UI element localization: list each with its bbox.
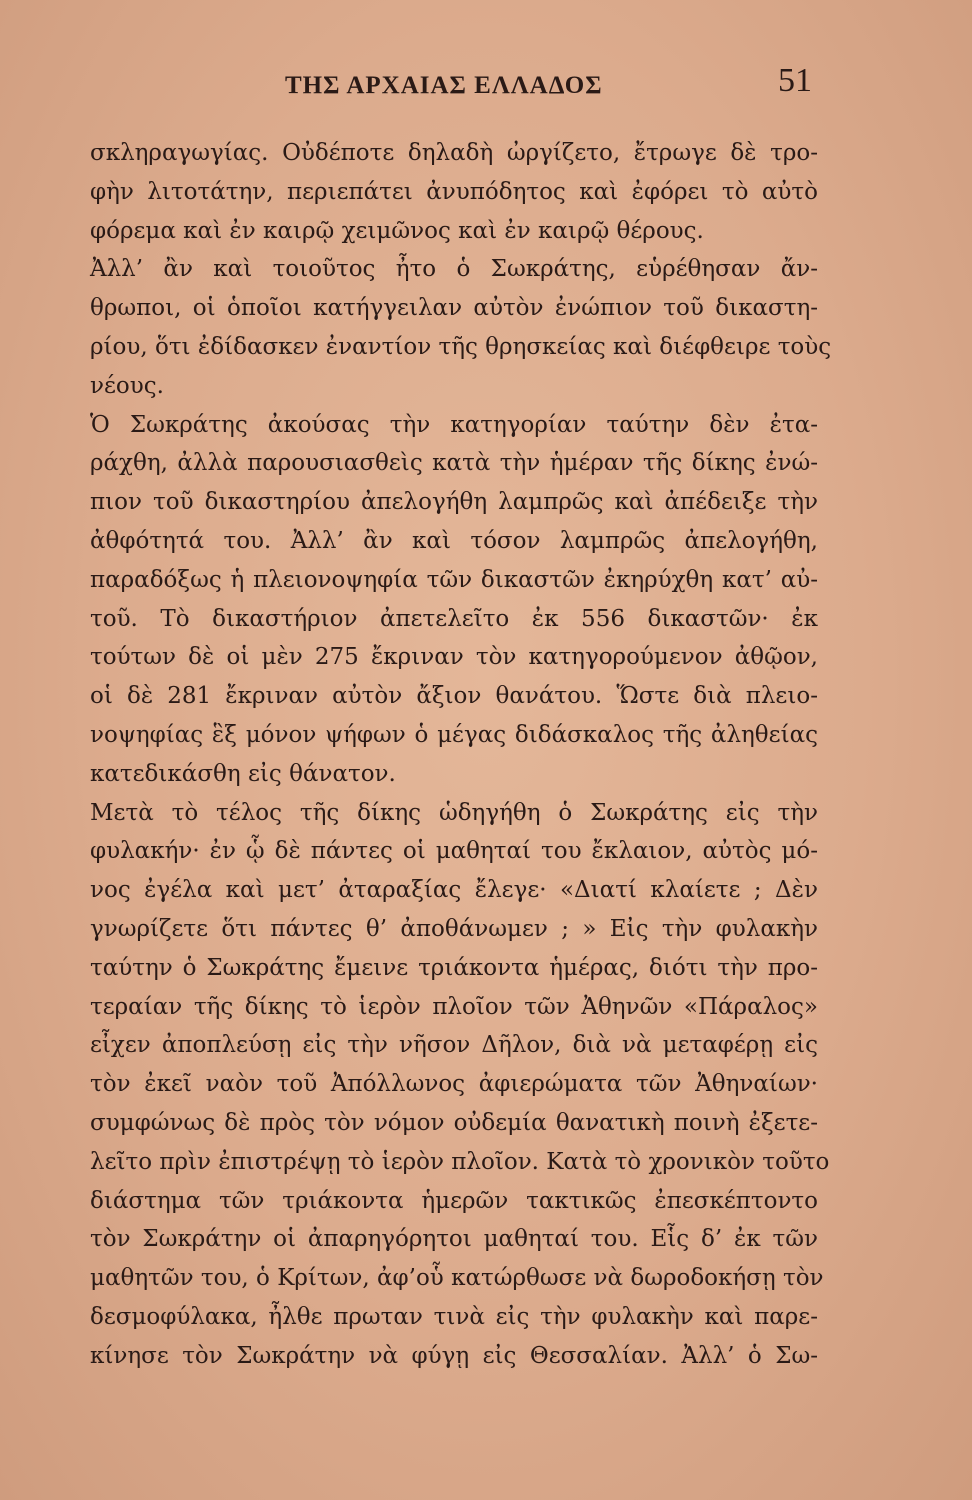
text-line: εἶχεν ἀποπλεύσῃ εἰς τὴν νῆσον Δῆλον, διὰ νὰ μεταφέρῃ εἰς — [90, 1032, 818, 1059]
text-line: ράχθη, ἀλλὰ παρουσιασθεὶς κατὰ τὴν ἡμέραν τῆς δίκης ἐνώ- — [90, 450, 818, 477]
text-line: τούτων δὲ οἱ μὲν 275 ἔκριναν τὸν κατηγορούμενον ἀθῷον, — [90, 644, 818, 671]
text-line: δεσμοφύλακα, ἦλθε πρωταν τινὰ εἰς τὴν φυλακὴν καὶ παρε- — [90, 1303, 818, 1330]
text-line: τὸν ἐκεῖ ναὸν τοῦ Ἀπόλλωνος ἀφιερώματα τῶν Ἀθηναίων· — [90, 1071, 818, 1098]
body-text — [90, 134, 832, 1376]
text-line: τὸν Σωκράτην οἱ ἀπαρηγόρητοι μαθηταί του. Εἷς δ’ ἐκ τῶν — [90, 1226, 818, 1253]
text-line: γνωρίζετε ὅτι πάντες θ’ ἀποθάνωμεν ; » Εἰς τὴν φυλακὴν — [90, 915, 818, 942]
text-line: τεραίαν τῆς δίκης τὸ ἱερὸν πλοῖον τῶν Ἀθηνῶν «Πάραλος» — [90, 993, 818, 1020]
text-line: φὴν λιτοτάτην, περιεπάτει ἀνυπόδητος καὶ ἐφόρει τὸ αὐτὸ — [90, 178, 818, 205]
text-line: νος ἐγέλα καὶ μετ’ ἀταραξίας ἔλεγε· «Διατί κλαίετε ; Δὲν — [90, 877, 818, 904]
text-line: Ὁ Σωκράτης ἀκούσας τὴν κατηγορίαν ταύτην δὲν ἐτα- — [90, 411, 818, 438]
text-line: ἀθφότητά του. Ἀλλ’ ἂν καὶ τόσον λαμπρῶς ἀπελογήθη, — [90, 527, 818, 554]
running-title: ΤΗΣ ΑΡΧΑΙΑΣ ΕΛΛΑΔΟΣ — [285, 72, 603, 99]
text-line: φυλακήν· ἐν ᾧ δὲ πάντες οἱ μαθηταί του ἔκλαιον, αὐτὸς μό- — [90, 838, 818, 865]
text-line: νέους. — [90, 372, 164, 399]
page-number: 51 — [778, 62, 812, 99]
text-line: ταύτην ὁ Σωκράτης ἔμεινε τριάκοντα ἡμέρας, διότι τὴν προ- — [90, 954, 818, 981]
text-line: ρίου, ὅτι ἐδίδασκεν ἐναντίον τῆς θρησκείας καὶ διέφθειρε τοὺς — [90, 333, 832, 360]
text-line: τοῦ. Τὸ δικαστήριον ἀπετελεῖτο ἐκ 556 δικαστῶν· ἐκ — [90, 605, 818, 632]
text-line: κίνησε τὸν Σωκράτην νὰ φύγῃ εἰς Θεσσαλίαν. Ἀλλ’ ὁ Σω- — [90, 1342, 818, 1369]
text-line: πιον τοῦ δικαστηρίου ἀπελογήθη λαμπρῶς καὶ ἀπέδειξε τὴν — [90, 489, 818, 516]
text-line: οἱ δὲ 281 ἔκριναν αὐτὸν ἄξιον θανάτου. Ὥστε διὰ πλειο- — [90, 683, 818, 710]
text-line: νοψηφίας ἓξ μόνον ψήφων ὁ μέγας διδάσκαλος τῆς ἀληθείας — [90, 721, 818, 748]
text-line: φόρεμα καὶ ἐν καιρῷ χειμῶνος καὶ ἐν καιρῷ θέρους. — [90, 217, 704, 244]
text-line: λεῖτο πρὶν ἐπιστρέψῃ τὸ ἱερὸν πλοῖον. Κατὰ τὸ χρονικὸν τοῦτο — [90, 1148, 830, 1175]
text-line: μαθητῶν του, ὁ Κρίτων, ἀφ’οὗ κατώρθωσε νὰ δωροδοκήσῃ τὸν — [90, 1265, 824, 1292]
text-line: θρωποι, οἱ ὁποῖοι κατήγγειλαν αὐτὸν ἐνώπιον τοῦ δικαστη- — [90, 295, 818, 322]
text-line: κατεδικάσθη εἰς θάνατον. — [90, 760, 396, 787]
text-line: σκληραγωγίας. Οὐδέποτε δηλαδὴ ὠργίζετο, ἔτρωγε δὲ τρο- — [90, 140, 818, 166]
page-header — [0, 60, 972, 110]
text-line: παραδόξως ἡ πλειονοψηφία τῶν δικαστῶν ἐκηρύχθη κατ’ αὐ- — [90, 566, 818, 593]
text-line: διάστημα τῶν τριάκοντα ἡμερῶν τακτικῶς ἐπεσκέπτοντο — [90, 1187, 818, 1214]
text-line: Ἀλλ’ ἂν καὶ τοιοῦτος ἦτο ὁ Σωκράτης, εὑρέθησαν ἄν- — [90, 256, 818, 283]
text-line: συμφώνως δὲ πρὸς τὸν νόμον οὐδεμία θανατικὴ ποινὴ ἐξετε- — [90, 1109, 818, 1136]
text-line: Μετὰ τὸ τέλος τῆς δίκης ὡδηγήθη ὁ Σωκράτης εἰς τὴν — [90, 799, 818, 826]
